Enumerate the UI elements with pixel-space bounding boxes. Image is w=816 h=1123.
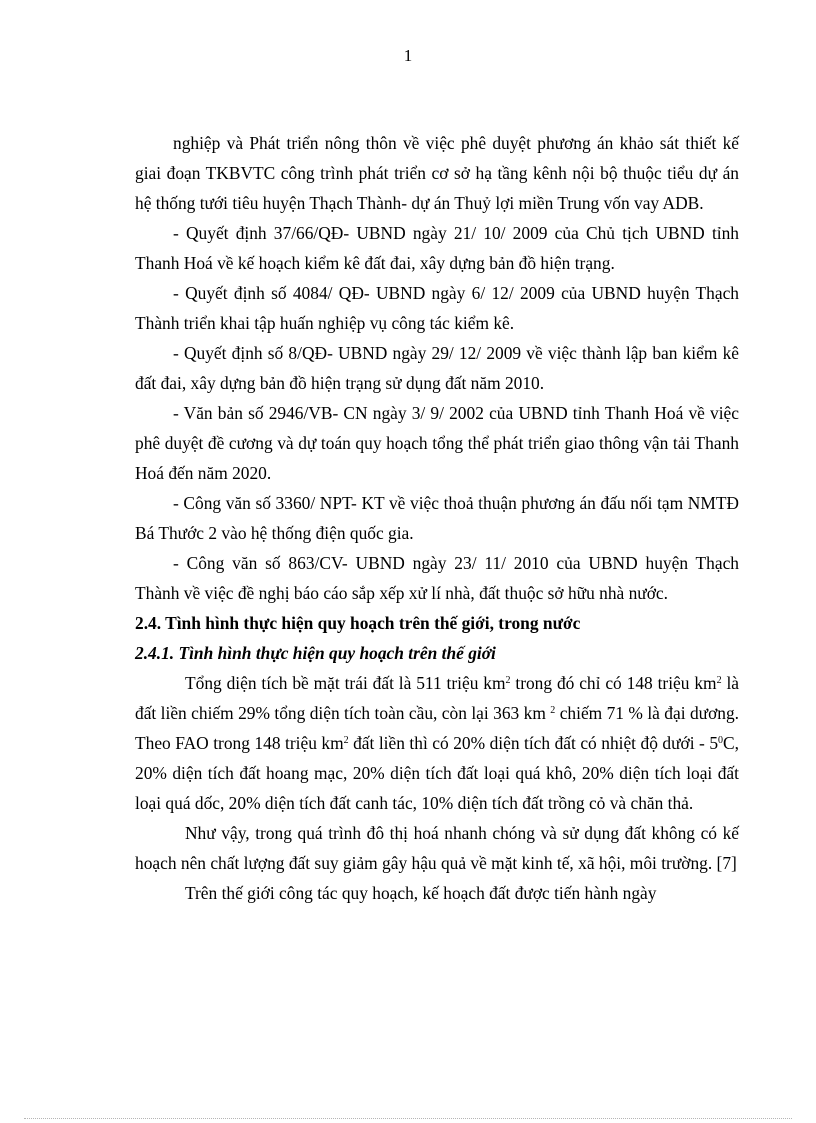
superscript: 2 <box>343 735 349 746</box>
text-run: đất liền thì có 20% diện tích đất có nhiệt độ dưới - 5 <box>348 733 719 753</box>
superscript: 2 <box>550 705 556 716</box>
list-item-decision-3766: - Quyết định 37/66/QĐ- UBND ngày 21/ 10/ 2009 của Chủ tịch UBND tỉnh Thanh Hoá về kế hoạch kiểm kê đất đai, xây dựng bản đồ hiện trạng. <box>135 223 739 273</box>
list-item-letter-863: - Công văn số 863/CV- UBND ngày 23/ 11/ 2010 của UBND huyện Thạch Thành về việc đề nghị báo cáo sắp xếp xử lí nhà, đất thuộc sở hữu nhà nước. <box>135 553 739 603</box>
text-run: chiếm 71 % là đại dương. Theo FAO trong 148 triệu km <box>135 703 740 753</box>
document-body <box>135 128 739 908</box>
list-item-letter-3360: - Công văn số 3360/ NPT- KT về việc thoả thuận phương án đấu nối tạm NMTĐ Bá Thước 2 vào hệ thống điện quốc gia. <box>135 493 739 543</box>
text-run: C, 20% diện tích đất hoang mạc, 20% diện tích đất loại quá khô, 20% diện tích loại đất loại quá dốc, 20% diện tích đất canh tác, 10% diện tích đất trồng cỏ và chăn thả. <box>135 733 739 813</box>
paragraph-continuation: nghiệp và Phát triển nông thôn về việc phê duyệt phương án khảo sát thiết kế giai đoạn TKBVTC công trình phát triển cơ sở hạ tầng kênh nội bộ thuộc tiểu dự án hệ thống tưới tiêu huyện Thạch Thành- dự án Thuỷ lợi miền Trung vốn vay ADB. <box>135 133 739 213</box>
text-run: trong đó chỉ có 148 triệu km <box>510 673 717 693</box>
subsection-heading: 2.4.1. Tình hình thực hiện quy hoạch trên thế giới <box>135 643 496 663</box>
paragraph-land-area <box>135 668 739 818</box>
list-item-decision-4084: - Quyết định số 4084/ QĐ- UBND ngày 6/ 12/ 2009 của UBND huyện Thạch Thành triển khai tập huấn nghiệp vụ công tác kiểm kê. <box>135 283 739 333</box>
section-heading: 2.4. Tình hình thực hiện quy hoạch trên thế giới, trong nước <box>135 613 581 633</box>
superscript: 2 <box>716 675 722 686</box>
list-item-document-2946: - Văn bản số 2946/VB- CN ngày 3/ 9/ 2002 của UBND tỉnh Thanh Hoá về việc phê duyệt đề cương và dự toán quy hoạch tổng thể phát triển giao thông vận tải Thanh Hoá đến năm 2020. <box>135 403 739 483</box>
list-item-decision-8: - Quyết định số 8/QĐ- UBND ngày 29/ 12/ 2009 về việc thành lập ban kiểm kê đất đai, xây dựng bản đồ hiện trạng sử dụng đất năm 2010. <box>135 343 739 393</box>
page-bottom-divider <box>24 1118 792 1119</box>
superscript: 0 <box>718 735 724 746</box>
text-run: là đất liền chiếm 29% tổng diện tích toàn cầu, còn lại 363 km <box>135 673 739 723</box>
paragraph-urbanization: Như vậy, trong quá trình đô thị hoá nhanh chóng và sử dụng đất không có kế hoạch nên chất lượng đất suy giảm gây hậu quả về mặt kinh tế, xã hội, môi trường. [7] <box>135 823 739 873</box>
superscript: 2 <box>505 675 511 686</box>
page-number: 1 <box>403 46 413 65</box>
text-run: Tổng diện tích bề mặt trái đất là 511 triệu km <box>185 673 506 693</box>
paragraph-planning: Trên thế giới công tác quy hoạch, kế hoạch đất được tiến hành ngày <box>185 883 657 903</box>
